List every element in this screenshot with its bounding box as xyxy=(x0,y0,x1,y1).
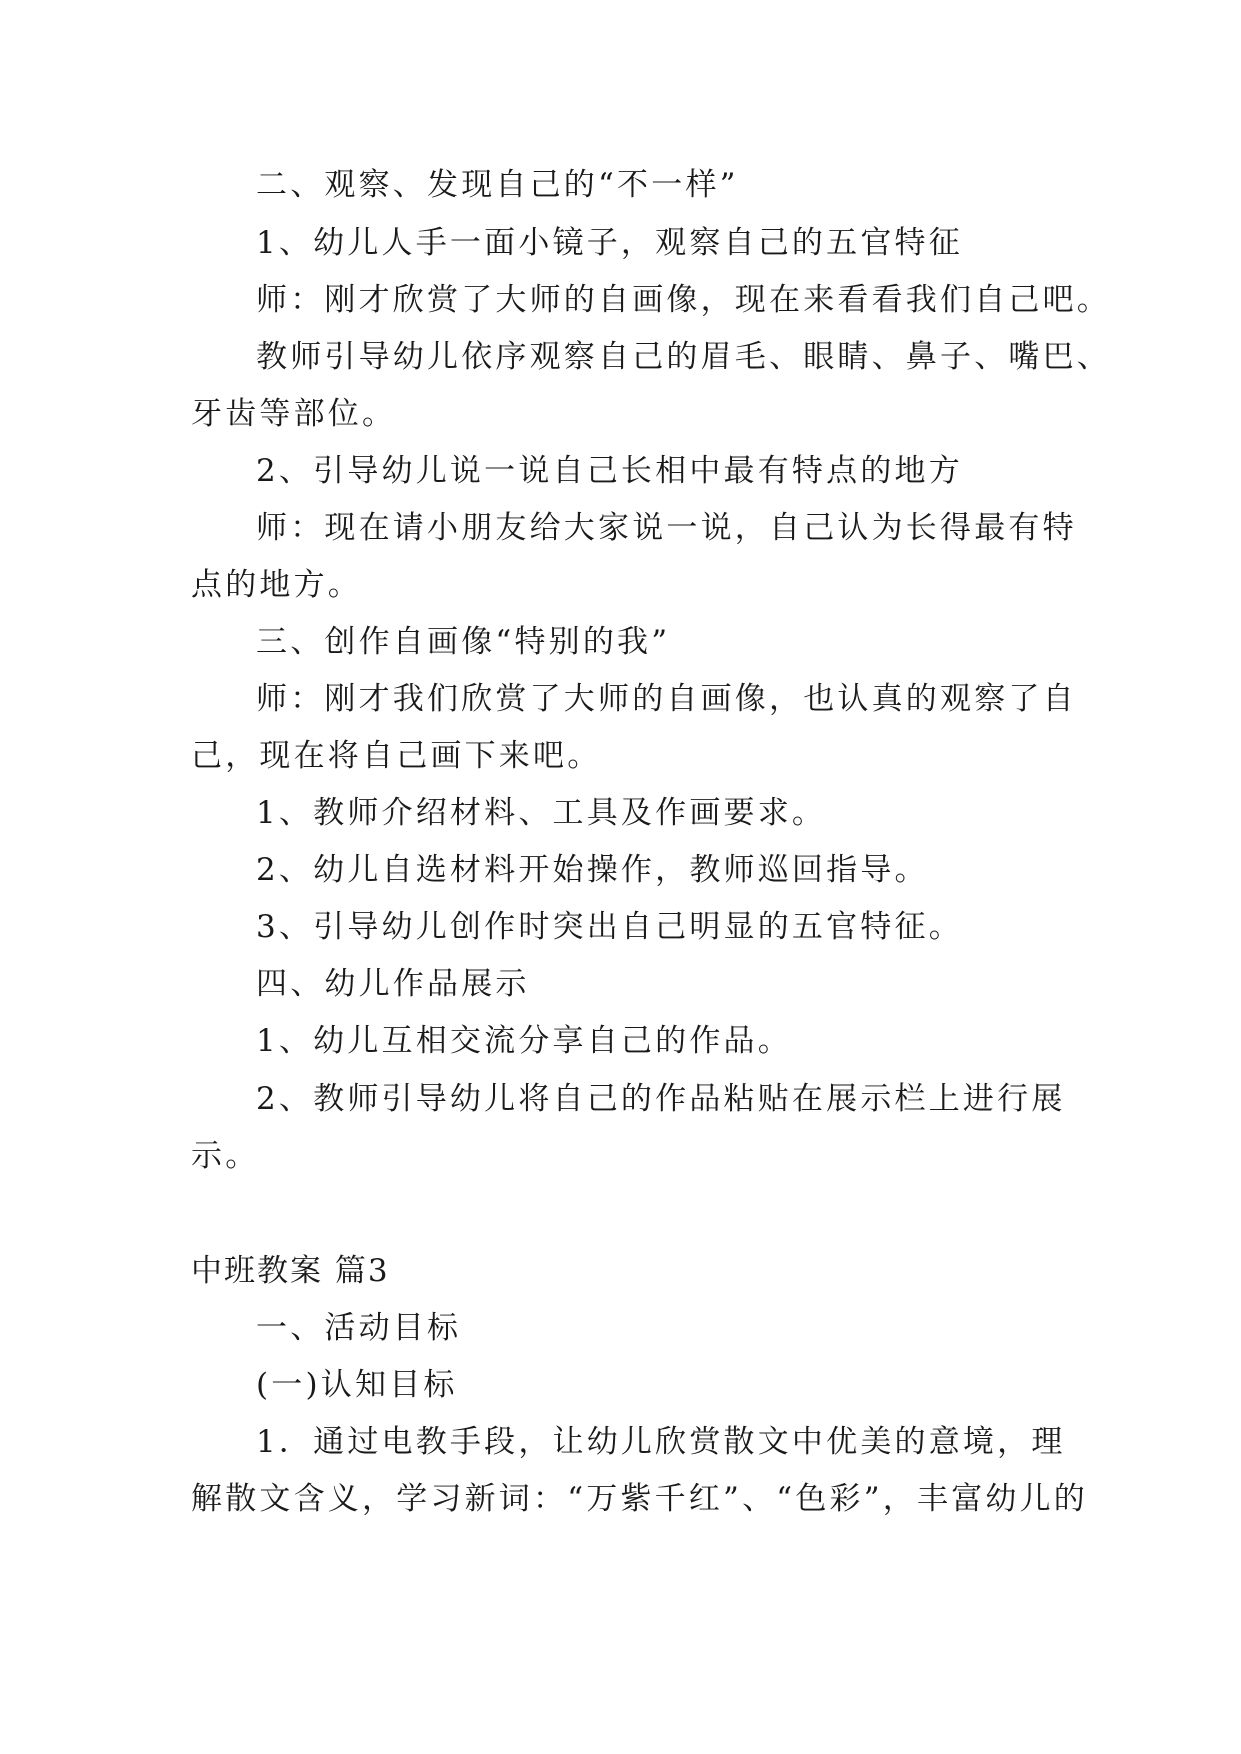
paragraph-line: 2、引导幼儿说一说自己长相中最有特点的地方 xyxy=(256,453,963,489)
section-heading-observe: 二、观察、发现自己的“不一样” xyxy=(256,167,739,203)
paragraph-line: 师：刚才欣赏了大师的自画像，现在来看看我们自己吧。 xyxy=(256,282,1111,318)
paragraph-line: 1、教师介绍材料、工具及作画要求。 xyxy=(256,795,827,831)
section-heading-create: 三、创作自画像“特别的我” xyxy=(256,624,671,660)
section-heading-goals: 一、活动目标 xyxy=(256,1310,462,1346)
paragraph-line: 1．通过电教手段，让幼儿欣赏散文中优美的意境，理 xyxy=(256,1424,1066,1460)
subsection-heading-cognitive: (一)认知目标 xyxy=(256,1367,458,1403)
paragraph-line: 1、幼儿互相交流分享自己的作品。 xyxy=(256,1023,792,1059)
paragraph-line: 己，现在将自己画下来吧。 xyxy=(191,738,602,774)
section-heading-display: 四、幼儿作品展示 xyxy=(256,966,530,1002)
paragraph-line: 示。 xyxy=(191,1138,260,1174)
paragraph-line: 点的地方。 xyxy=(191,567,362,603)
paragraph-line: 1、幼儿人手一面小镜子，观察自己的五官特征 xyxy=(256,225,963,261)
lesson-title: 中班教案 篇3 xyxy=(191,1253,390,1289)
paragraph-line: 2、教师引导幼儿将自己的作品粘贴在展示栏上进行展 xyxy=(256,1081,1066,1117)
paragraph-line: 教师引导幼儿依序观察自己的眉毛、眼睛、鼻子、嘴巴、 xyxy=(256,339,1111,375)
paragraph-line: 师：现在请小朋友给大家说一说，自己认为长得最有特 xyxy=(256,510,1077,546)
paragraph-line: 解散文含义，学习新词：“万紫千红”、“色彩”，丰富幼儿的 xyxy=(191,1481,1088,1517)
paragraph-line: 3、引导幼儿创作时突出自己明显的五官特征。 xyxy=(256,909,963,945)
paragraph-line: 2、幼儿自选材料开始操作，教师巡回指导。 xyxy=(256,852,929,888)
paragraph-line: 牙齿等部位。 xyxy=(191,396,397,432)
paragraph-line: 师：刚才我们欣赏了大师的自画像，也认真的观察了自 xyxy=(256,681,1077,717)
